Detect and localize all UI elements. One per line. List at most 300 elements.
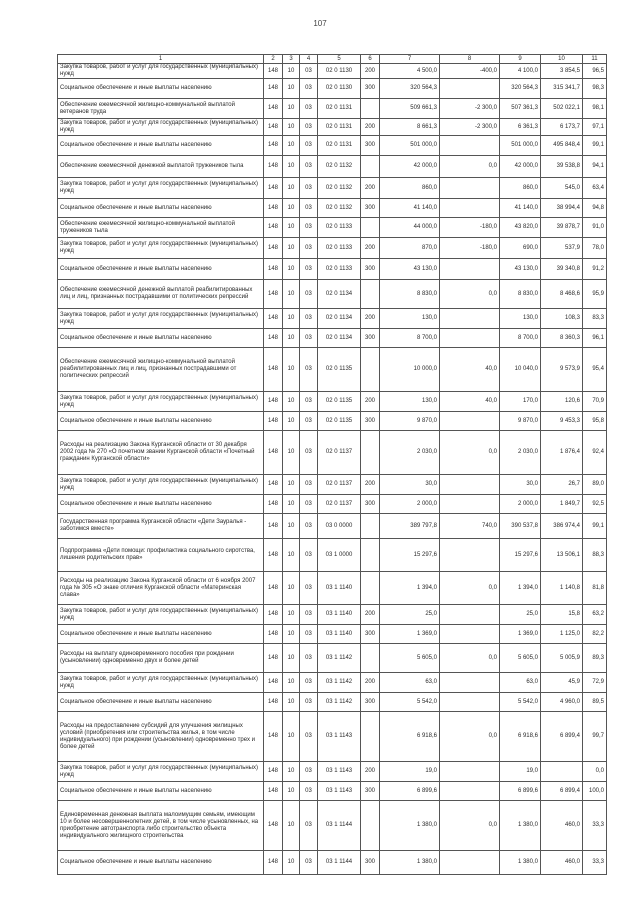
row-name-cell: Закупка товаров, работ и услуг для государственных (муниципальных) нужд <box>58 673 264 693</box>
ministry-code-cell: 148 <box>264 712 283 762</box>
executed-amount-cell: 45,9 <box>541 673 583 693</box>
ministry-code-cell: 148 <box>264 392 283 412</box>
row-name-cell: Обеспечение ежемесячной жилищно-коммунальной выплатой реабилитированных лиц и лиц, признанных пострадавшими от политических репрессий <box>58 348 264 392</box>
section-code-cell: 10 <box>283 514 300 539</box>
change-amount-cell <box>440 259 500 280</box>
executed-amount-cell: 1 125,0 <box>541 625 583 644</box>
approved-amount-cell: 5 542,0 <box>380 693 440 712</box>
adjusted-amount-cell: 501 000,0 <box>500 136 541 156</box>
expense-type-cell <box>361 280 380 309</box>
row-name-cell: Единовременная денежная выплата малоимущим семьям, имеющим 10 и более несовершеннолетних детей, в том числе усыновленных, на приобретение автотранспорта либо строительство объекта индивидуального жилищного строительства <box>58 801 264 851</box>
adjusted-amount-cell: 4 100,0 <box>500 64 541 79</box>
approved-amount-cell: 320 564,3 <box>380 79 440 99</box>
target-article-cell: 03 1 1142 <box>318 644 361 673</box>
execution-percent-cell: 63,4 <box>583 178 607 199</box>
column-number-row <box>58 55 607 64</box>
approved-amount-cell: 501 000,0 <box>380 136 440 156</box>
table-row <box>58 136 607 156</box>
change-amount-cell <box>440 412 500 431</box>
approved-amount-cell: 2 030,0 <box>380 431 440 475</box>
table-row <box>58 475 607 495</box>
execution-percent-cell: 89,5 <box>583 693 607 712</box>
section-code-cell: 10 <box>283 99 300 119</box>
approved-amount-cell: 44 000,0 <box>380 218 440 238</box>
execution-percent-cell: 100,0 <box>583 782 607 801</box>
section-code-cell: 10 <box>283 392 300 412</box>
subsection-code-cell: 03 <box>300 644 318 673</box>
ministry-code-cell: 148 <box>264 119 283 136</box>
section-code-cell: 10 <box>283 280 300 309</box>
column-number: 10 <box>541 55 583 64</box>
expense-type-cell: 200 <box>361 178 380 199</box>
change-amount-cell: 0,0 <box>440 572 500 605</box>
change-amount-cell <box>440 851 500 875</box>
executed-amount-cell: 1 876,4 <box>541 431 583 475</box>
ministry-code-cell: 148 <box>264 259 283 280</box>
ministry-code-cell: 148 <box>264 495 283 514</box>
execution-percent-cell: 99,1 <box>583 514 607 539</box>
approved-amount-cell: 509 661,3 <box>380 99 440 119</box>
approved-amount-cell: 870,0 <box>380 238 440 259</box>
adjusted-amount-cell: 170,0 <box>500 392 541 412</box>
subsection-code-cell: 03 <box>300 475 318 495</box>
expense-type-cell: 300 <box>361 625 380 644</box>
ministry-code-cell: 148 <box>264 238 283 259</box>
column-number: 7 <box>380 55 440 64</box>
section-code-cell: 10 <box>283 644 300 673</box>
row-name-cell: Обеспечение ежемесячной жилищно-коммунальной выплатой ветеранов труда <box>58 99 264 119</box>
ministry-code-cell: 148 <box>264 762 283 782</box>
subsection-code-cell: 03 <box>300 64 318 79</box>
ministry-code-cell: 148 <box>264 673 283 693</box>
change-amount-cell <box>440 605 500 625</box>
change-amount-cell: 740,0 <box>440 514 500 539</box>
table-row <box>58 280 607 309</box>
change-amount-cell: -180,0 <box>440 238 500 259</box>
executed-amount-cell: 3 854,5 <box>541 64 583 79</box>
subsection-code-cell: 03 <box>300 514 318 539</box>
approved-amount-cell: 8 661,3 <box>380 119 440 136</box>
expense-type-cell: 200 <box>361 119 380 136</box>
section-code-cell: 10 <box>283 673 300 693</box>
executed-amount-cell: 108,3 <box>541 309 583 329</box>
row-name-cell: Социальное обеспечение и иные выплаты населению <box>58 136 264 156</box>
ministry-code-cell: 148 <box>264 309 283 329</box>
execution-percent-cell: 98,1 <box>583 99 607 119</box>
change-amount-cell <box>440 762 500 782</box>
adjusted-amount-cell: 8 830,0 <box>500 280 541 309</box>
table-row <box>58 178 607 199</box>
execution-percent-cell: 83,3 <box>583 309 607 329</box>
table-row <box>58 495 607 514</box>
approved-amount-cell: 6 899,6 <box>380 782 440 801</box>
ministry-code-cell: 148 <box>264 218 283 238</box>
adjusted-amount-cell: 15 297,6 <box>500 539 541 572</box>
row-name-cell: Расходы на предоставление субсидий для улучшения жилищных условий (приобретения или строительства жилья, в том числе индивидуального) при рождении (усыновлении) одновременно трех и более детей <box>58 712 264 762</box>
ministry-code-cell: 148 <box>264 693 283 712</box>
section-code-cell: 10 <box>283 475 300 495</box>
row-name-cell: Расходы на реализацию Закона Курганской области от 30 декабря 2002 года № 270 «О почетном звании Курганской области «Почетный гражданин Курганской области» <box>58 431 264 475</box>
executed-amount-cell: 460,0 <box>541 851 583 875</box>
expense-type-cell: 300 <box>361 412 380 431</box>
expense-type-cell: 300 <box>361 136 380 156</box>
row-name-cell: Социальное обеспечение и иные выплаты населению <box>58 851 264 875</box>
ministry-code-cell: 148 <box>264 475 283 495</box>
adjusted-amount-cell: 25,0 <box>500 605 541 625</box>
section-code-cell: 10 <box>283 309 300 329</box>
ministry-code-cell: 148 <box>264 199 283 218</box>
approved-amount-cell: 42 000,0 <box>380 156 440 178</box>
target-article-cell: 03 1 1142 <box>318 673 361 693</box>
subsection-code-cell: 03 <box>300 136 318 156</box>
adjusted-amount-cell: 43 820,0 <box>500 218 541 238</box>
expense-type-cell <box>361 801 380 851</box>
execution-percent-cell: 33,3 <box>583 851 607 875</box>
row-name-cell: Подпрограмма «Дети помощи: профилактика социального сиротства, лишения родительских прав» <box>58 539 264 572</box>
approved-amount-cell: 130,0 <box>380 309 440 329</box>
change-amount-cell: -2 300,0 <box>440 119 500 136</box>
subsection-code-cell: 03 <box>300 392 318 412</box>
subsection-code-cell: 03 <box>300 431 318 475</box>
adjusted-amount-cell: 10 040,0 <box>500 348 541 392</box>
row-name-cell: Закупка товаров, работ и услуг для государственных (муниципальных) нужд <box>58 238 264 259</box>
column-number: 1 <box>58 55 264 64</box>
adjusted-amount-cell: 6 361,3 <box>500 119 541 136</box>
expense-type-cell <box>361 514 380 539</box>
execution-percent-cell: 99,1 <box>583 136 607 156</box>
approved-amount-cell: 4 500,0 <box>380 64 440 79</box>
section-code-cell: 10 <box>283 64 300 79</box>
ministry-code-cell: 148 <box>264 851 283 875</box>
change-amount-cell: 0,0 <box>440 801 500 851</box>
ministry-code-cell: 148 <box>264 99 283 119</box>
change-amount-cell <box>440 693 500 712</box>
table-row <box>58 199 607 218</box>
row-name-cell: Социальное обеспечение и иные выплаты населению <box>58 259 264 280</box>
target-article-cell: 03 1 1143 <box>318 782 361 801</box>
subsection-code-cell: 03 <box>300 693 318 712</box>
target-article-cell: 02 0 1130 <box>318 79 361 99</box>
change-amount-cell <box>440 309 500 329</box>
row-name-cell: Расходы на реализацию Закона Курганской области от 6 ноября 2007 года № 305 «О знаке отличия Курганской области «Материнская слава» <box>58 572 264 605</box>
target-article-cell: 02 0 1131 <box>318 99 361 119</box>
executed-amount-cell: 495 848,4 <box>541 136 583 156</box>
change-amount-cell: 0,0 <box>440 280 500 309</box>
executed-amount-cell <box>541 762 583 782</box>
subsection-code-cell: 03 <box>300 238 318 259</box>
table-row <box>58 64 607 79</box>
target-article-cell: 02 0 1132 <box>318 199 361 218</box>
table-row <box>58 99 607 119</box>
execution-percent-cell: 97,1 <box>583 119 607 136</box>
adjusted-amount-cell: 1 369,0 <box>500 625 541 644</box>
execution-percent-cell: 99,7 <box>583 712 607 762</box>
ministry-code-cell: 148 <box>264 782 283 801</box>
executed-amount-cell: 5 005,9 <box>541 644 583 673</box>
ministry-code-cell: 148 <box>264 178 283 199</box>
change-amount-cell <box>440 329 500 348</box>
execution-percent-cell: 63,2 <box>583 605 607 625</box>
executed-amount-cell: 8 468,6 <box>541 280 583 309</box>
target-article-cell: 03 1 1142 <box>318 693 361 712</box>
ministry-code-cell: 148 <box>264 412 283 431</box>
expense-type-cell: 200 <box>361 673 380 693</box>
section-code-cell: 10 <box>283 412 300 431</box>
adjusted-amount-cell: 6 899,6 <box>500 782 541 801</box>
executed-amount-cell: 39 538,8 <box>541 156 583 178</box>
row-name-cell: Социальное обеспечение и иные выплаты населению <box>58 625 264 644</box>
section-code-cell: 10 <box>283 625 300 644</box>
subsection-code-cell: 03 <box>300 329 318 348</box>
execution-percent-cell: 95,9 <box>583 280 607 309</box>
table-row <box>58 801 607 851</box>
expense-type-cell: 300 <box>361 851 380 875</box>
table-row <box>58 156 607 178</box>
section-code-cell: 10 <box>283 572 300 605</box>
expense-type-cell: 300 <box>361 495 380 514</box>
executed-amount-cell: 39 878,7 <box>541 218 583 238</box>
change-amount-cell <box>440 79 500 99</box>
adjusted-amount-cell: 5 605,0 <box>500 644 541 673</box>
executed-amount-cell: 15,8 <box>541 605 583 625</box>
table-row <box>58 693 607 712</box>
executed-amount-cell: 6 899,4 <box>541 782 583 801</box>
execution-percent-cell: 96,1 <box>583 329 607 348</box>
row-name-cell: Социальное обеспечение и иные выплаты населению <box>58 495 264 514</box>
table-row <box>58 644 607 673</box>
section-code-cell: 10 <box>283 136 300 156</box>
approved-amount-cell: 1 369,0 <box>380 625 440 644</box>
ministry-code-cell: 148 <box>264 431 283 475</box>
row-name-cell: Закупка товаров, работ и услуг для государственных (муниципальных) нужд <box>58 64 264 79</box>
target-article-cell: 03 1 1140 <box>318 572 361 605</box>
approved-amount-cell: 1 380,0 <box>380 801 440 851</box>
target-article-cell: 03 1 1143 <box>318 712 361 762</box>
execution-percent-cell: 95,8 <box>583 412 607 431</box>
adjusted-amount-cell: 9 870,0 <box>500 412 541 431</box>
execution-percent-cell: 91,0 <box>583 218 607 238</box>
section-code-cell: 10 <box>283 218 300 238</box>
subsection-code-cell: 03 <box>300 412 318 431</box>
executed-amount-cell: 315 341,7 <box>541 79 583 99</box>
target-article-cell: 03 1 1144 <box>318 851 361 875</box>
target-article-cell: 03 1 1140 <box>318 605 361 625</box>
subsection-code-cell: 03 <box>300 673 318 693</box>
approved-amount-cell: 15 297,6 <box>380 539 440 572</box>
table-row <box>58 348 607 392</box>
adjusted-amount-cell: 5 542,0 <box>500 693 541 712</box>
subsection-code-cell: 03 <box>300 762 318 782</box>
adjusted-amount-cell: 390 537,8 <box>500 514 541 539</box>
subsection-code-cell: 03 <box>300 712 318 762</box>
expense-type-cell: 300 <box>361 782 380 801</box>
expense-type-cell: 200 <box>361 309 380 329</box>
executed-amount-cell: 502 022,1 <box>541 99 583 119</box>
subsection-code-cell: 03 <box>300 572 318 605</box>
subsection-code-cell: 03 <box>300 119 318 136</box>
approved-amount-cell: 130,0 <box>380 392 440 412</box>
target-article-cell: 02 0 1133 <box>318 238 361 259</box>
target-article-cell: 02 0 1135 <box>318 412 361 431</box>
change-amount-cell: -400,0 <box>440 64 500 79</box>
execution-percent-cell: 82,2 <box>583 625 607 644</box>
table-row <box>58 329 607 348</box>
section-code-cell: 10 <box>283 348 300 392</box>
change-amount-cell <box>440 199 500 218</box>
change-amount-cell <box>440 782 500 801</box>
approved-amount-cell: 43 130,0 <box>380 259 440 280</box>
target-article-cell: 03 1 1140 <box>318 625 361 644</box>
approved-amount-cell: 41 140,0 <box>380 199 440 218</box>
adjusted-amount-cell: 2 030,0 <box>500 431 541 475</box>
adjusted-amount-cell: 6 918,6 <box>500 712 541 762</box>
subsection-code-cell: 03 <box>300 851 318 875</box>
executed-amount-cell: 26,7 <box>541 475 583 495</box>
subsection-code-cell: 03 <box>300 605 318 625</box>
budget-table <box>57 54 607 875</box>
adjusted-amount-cell: 1 380,0 <box>500 851 541 875</box>
table-row <box>58 514 607 539</box>
row-name-cell: Закупка товаров, работ и услуг для государственных (муниципальных) нужд <box>58 119 264 136</box>
target-article-cell: 03 1 1144 <box>318 801 361 851</box>
target-article-cell: 02 0 1137 <box>318 495 361 514</box>
expense-type-cell: 300 <box>361 329 380 348</box>
approved-amount-cell: 9 870,0 <box>380 412 440 431</box>
row-name-cell: Социальное обеспечение и иные выплаты населению <box>58 782 264 801</box>
executed-amount-cell: 39 340,8 <box>541 259 583 280</box>
approved-amount-cell: 1 380,0 <box>380 851 440 875</box>
executed-amount-cell: 9 573,9 <box>541 348 583 392</box>
target-article-cell: 02 0 1132 <box>318 178 361 199</box>
target-article-cell: 02 0 1133 <box>318 218 361 238</box>
ministry-code-cell: 148 <box>264 64 283 79</box>
row-name-cell: Закупка товаров, работ и услуг для государственных (муниципальных) нужд <box>58 475 264 495</box>
adjusted-amount-cell: 42 000,0 <box>500 156 541 178</box>
section-code-cell: 10 <box>283 431 300 475</box>
target-article-cell: 02 0 1135 <box>318 392 361 412</box>
subsection-code-cell: 03 <box>300 280 318 309</box>
adjusted-amount-cell: 130,0 <box>500 309 541 329</box>
section-code-cell: 10 <box>283 539 300 572</box>
change-amount-cell: 0,0 <box>440 712 500 762</box>
column-number: 8 <box>440 55 500 64</box>
row-name-cell: Социальное обеспечение и иные выплаты населению <box>58 79 264 99</box>
target-article-cell: 02 0 1132 <box>318 156 361 178</box>
page-number: 107 <box>313 19 327 28</box>
ministry-code-cell: 148 <box>264 329 283 348</box>
section-code-cell: 10 <box>283 605 300 625</box>
table-row <box>58 309 607 329</box>
approved-amount-cell: 1 394,0 <box>380 572 440 605</box>
expense-type-cell: 300 <box>361 693 380 712</box>
ministry-code-cell: 148 <box>264 280 283 309</box>
target-article-cell: 02 0 1131 <box>318 136 361 156</box>
target-article-cell: 02 0 1137 <box>318 475 361 495</box>
row-name-cell: Расходы на выплату единовременного пособия при рождении (усыновлении) одновременно двух и более детей <box>58 644 264 673</box>
expense-type-cell <box>361 644 380 673</box>
subsection-code-cell: 03 <box>300 259 318 280</box>
approved-amount-cell: 8 830,0 <box>380 280 440 309</box>
section-code-cell: 10 <box>283 693 300 712</box>
execution-percent-cell: 94,8 <box>583 199 607 218</box>
subsection-code-cell: 03 <box>300 178 318 199</box>
target-article-cell: 03 1 0000 <box>318 539 361 572</box>
subsection-code-cell: 03 <box>300 782 318 801</box>
target-article-cell: 02 0 1134 <box>318 309 361 329</box>
executed-amount-cell: 6 173,7 <box>541 119 583 136</box>
change-amount-cell: 0,0 <box>440 644 500 673</box>
expense-type-cell: 300 <box>361 259 380 280</box>
executed-amount-cell: 6 899,4 <box>541 712 583 762</box>
table-row <box>58 392 607 412</box>
executed-amount-cell: 4 960,0 <box>541 693 583 712</box>
row-name-cell: Обеспечение ежемесячной денежной выплатой реабилитированных лиц и лиц, признанных пострадавшими от политических репрессий <box>58 280 264 309</box>
execution-percent-cell: 91,2 <box>583 259 607 280</box>
column-number: 11 <box>583 55 607 64</box>
ministry-code-cell: 148 <box>264 572 283 605</box>
table-row <box>58 782 607 801</box>
table-row <box>58 412 607 431</box>
column-number: 4 <box>300 55 318 64</box>
section-code-cell: 10 <box>283 79 300 99</box>
expense-type-cell <box>361 348 380 392</box>
row-name-cell: Закупка товаров, работ и услуг для государственных (муниципальных) нужд <box>58 392 264 412</box>
executed-amount-cell: 13 506,1 <box>541 539 583 572</box>
change-amount-cell: -2 300,0 <box>440 99 500 119</box>
section-code-cell: 10 <box>283 178 300 199</box>
executed-amount-cell: 38 994,4 <box>541 199 583 218</box>
section-code-cell: 10 <box>283 712 300 762</box>
expense-type-cell <box>361 156 380 178</box>
change-amount-cell: -180,0 <box>440 218 500 238</box>
expense-type-cell <box>361 572 380 605</box>
change-amount-cell: 0,0 <box>440 431 500 475</box>
execution-percent-cell: 96,5 <box>583 64 607 79</box>
expense-type-cell: 200 <box>361 475 380 495</box>
subsection-code-cell: 03 <box>300 495 318 514</box>
expense-type-cell: 300 <box>361 199 380 218</box>
target-article-cell: 03 1 1143 <box>318 762 361 782</box>
change-amount-cell <box>440 495 500 514</box>
change-amount-cell <box>440 625 500 644</box>
approved-amount-cell: 6 918,6 <box>380 712 440 762</box>
change-amount-cell <box>440 539 500 572</box>
expense-type-cell: 200 <box>361 64 380 79</box>
row-name-cell: Закупка товаров, работ и услуг для государственных (муниципальных) нужд <box>58 605 264 625</box>
target-article-cell: 02 0 1130 <box>318 64 361 79</box>
adjusted-amount-cell: 690,0 <box>500 238 541 259</box>
section-code-cell: 10 <box>283 782 300 801</box>
ministry-code-cell: 148 <box>264 514 283 539</box>
table-row <box>58 712 607 762</box>
approved-amount-cell: 63,0 <box>380 673 440 693</box>
adjusted-amount-cell: 1 380,0 <box>500 801 541 851</box>
expense-type-cell: 200 <box>361 238 380 259</box>
adjusted-amount-cell: 19,0 <box>500 762 541 782</box>
subsection-code-cell: 03 <box>300 539 318 572</box>
subsection-code-cell: 03 <box>300 79 318 99</box>
target-article-cell: 02 0 1135 <box>318 348 361 392</box>
row-name-cell: Социальное обеспечение и иные выплаты населению <box>58 329 264 348</box>
approved-amount-cell: 10 000,0 <box>380 348 440 392</box>
ministry-code-cell: 148 <box>264 801 283 851</box>
change-amount-cell <box>440 673 500 693</box>
row-name-cell: Обеспечение ежемесячной жилищно-коммунальной выплатой тружеников тыла <box>58 218 264 238</box>
table-row <box>58 79 607 99</box>
section-code-cell: 10 <box>283 851 300 875</box>
ministry-code-cell: 148 <box>264 156 283 178</box>
section-code-cell: 10 <box>283 495 300 514</box>
